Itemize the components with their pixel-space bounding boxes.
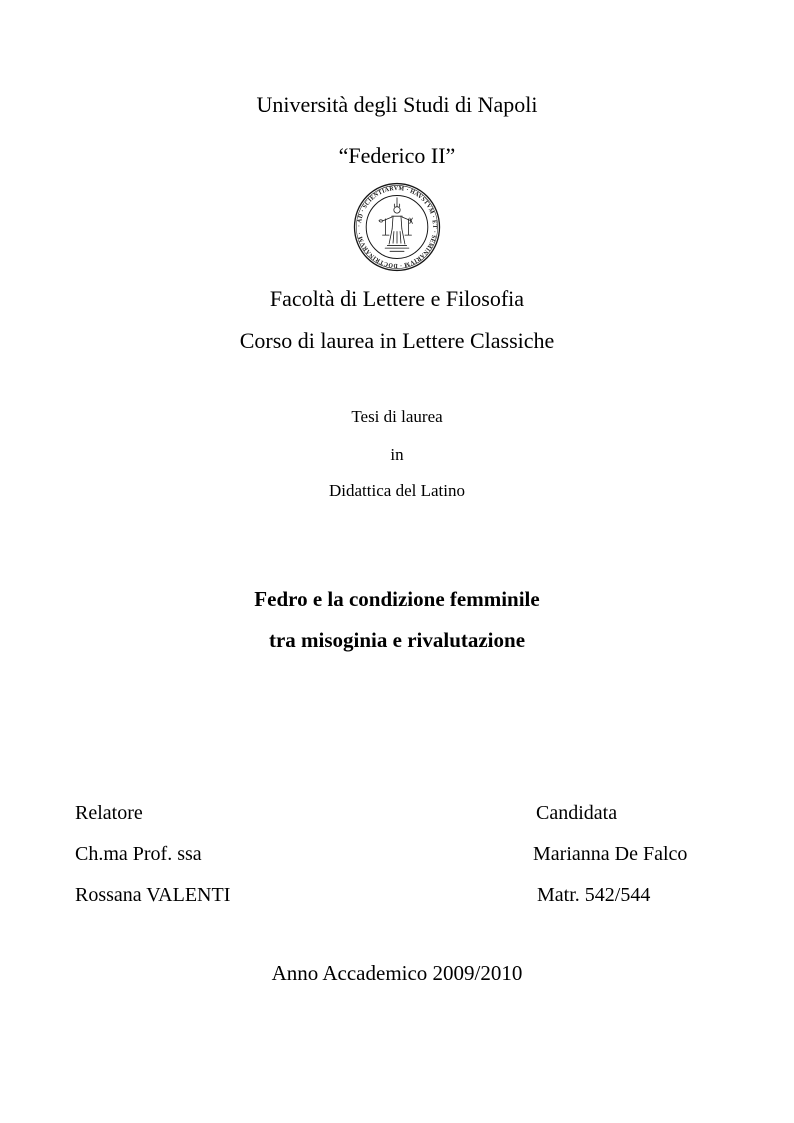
thesis-type-label: Tesi di laurea [351, 407, 443, 426]
degree-course-name: Corso di laurea in Lettere Classiche [239, 328, 555, 353]
faculty-name: Facoltà di Lettere e Filosofia [269, 286, 525, 311]
advisor-label: Relatore [75, 802, 143, 824]
academic-year: Anno Accademico 2009/2010 [271, 961, 523, 985]
candidate-label: Candidata [536, 802, 618, 824]
university-epithet: “Federico II” [338, 143, 456, 168]
advisor-honorific: Ch.ma Prof. ssa [75, 843, 202, 865]
candidate-matricola: Matr. 542/544 [537, 884, 651, 906]
thesis-title-line1: Fedro e la condizione femminile [254, 587, 540, 611]
candidate-name: Marianna De Falco [533, 843, 688, 865]
thesis-subject: Didattica del Latino [329, 481, 465, 500]
thesis-in-label: in [390, 445, 404, 464]
university-seal-icon [353, 182, 441, 272]
seal-seated-figure [379, 198, 412, 252]
seal-rim-text: · AD · SCIENTIARVM · HAVSTVM · ET · SEMINARIVM · DOCTRINARVM · [355, 184, 439, 270]
advisor-name: Rossana VALENTI [75, 884, 231, 906]
university-name: Università degli Studi di Napoli [256, 92, 538, 117]
thesis-title-line2: tra misoginia e rivalutazione [268, 628, 526, 652]
